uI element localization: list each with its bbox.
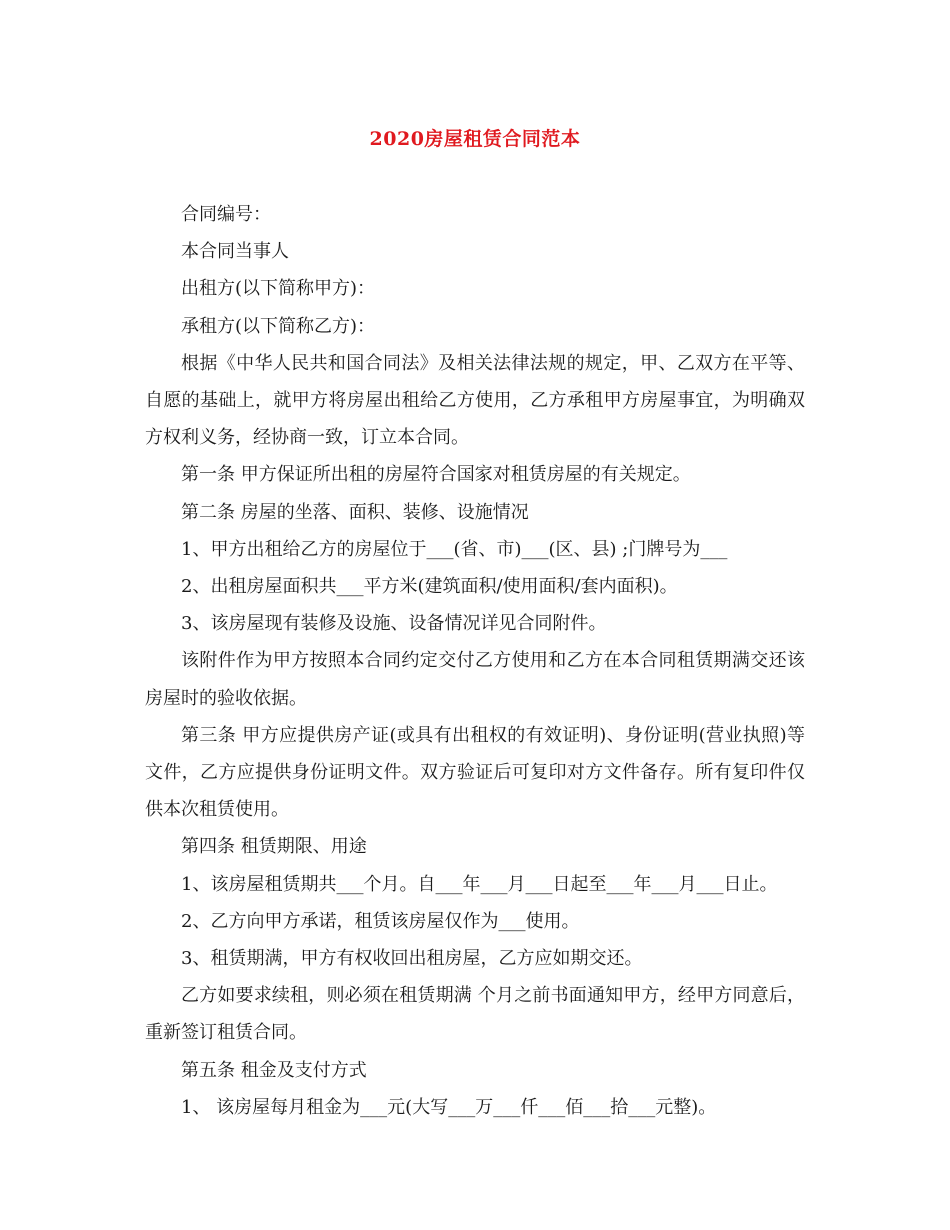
article-1: 第一条 甲方保证所出租的房屋符合国家对租赁房屋的有关规定。 bbox=[181, 464, 691, 486]
article-5-heading: 第五条 租金及支付方式 bbox=[181, 1059, 367, 1081]
article-4-item-1: 1、该房屋租赁期共___个月。自___年___月___日起至___年___月___日止。 bbox=[181, 873, 778, 895]
article-5-item-1: 1、 该房屋每月租金为___元(大写___万___仟___佰___拾___元整)。 bbox=[181, 1096, 717, 1118]
contract-number-line: 合同编号： bbox=[181, 204, 271, 225]
preamble-paragraph: 根据《中华人民共和国合同法》及相关法律法规的规定，甲、乙双方在平等、自愿的基础上，就甲方将房屋出租给乙方使用，乙方承租甲方房屋事宜，为明确双方权利义务，经协商一致，订立本合同。 bbox=[145, 352, 805, 449]
article-2-item-3: 3、该房屋现有装修及设施、设备情况详见合同附件。 bbox=[181, 613, 607, 635]
lessee-line: 承租方(以下简称乙方)： bbox=[181, 315, 376, 337]
article-4-item-2: 2、乙方向甲方承诺，租赁该房屋仅作为___使用。 bbox=[181, 910, 580, 932]
article-4-item-3: 3、租赁期满，甲方有权收回出租房屋，乙方应如期交还。 bbox=[181, 948, 643, 970]
document-body bbox=[145, 196, 805, 1126]
lessor-line: 出租方(以下简称甲方)： bbox=[181, 278, 376, 300]
article-2-item-1: 1、甲方出租给乙方的房屋位于___(省、市)___(区、县) ;门牌号为___ bbox=[181, 538, 728, 560]
article-3: 第三条 甲方应提供房产证(或具有出租权的有效证明)、身份证明(营业执照)等文件，乙方应提供身份证明文件。双方验证后可复印对方文件备存。所有复印件仅供本次租赁使用。 bbox=[145, 724, 805, 821]
article-2-item-2: 2、出租房屋面积共___平方米(建筑面积/使用面积/套内面积)。 bbox=[181, 576, 678, 598]
document-title: 2020房屋租赁合同范本 bbox=[369, 128, 581, 150]
attachment-paragraph: 该附件作为甲方按照本合同约定交付乙方使用和乙方在本合同租赁期满交还该房屋时的验收依据。 bbox=[145, 650, 805, 709]
renewal-paragraph: 乙方如要求续租，则必须在租赁期满 个月之前书面通知甲方，经甲方同意后，重新签订租赁合同。 bbox=[145, 985, 805, 1044]
parties-heading: 本合同当事人 bbox=[181, 241, 289, 263]
article-4-heading: 第四条 租赁期限、用途 bbox=[181, 836, 367, 858]
article-2-heading: 第二条 房屋的坐落、面积、装修、设施情况 bbox=[181, 501, 529, 523]
